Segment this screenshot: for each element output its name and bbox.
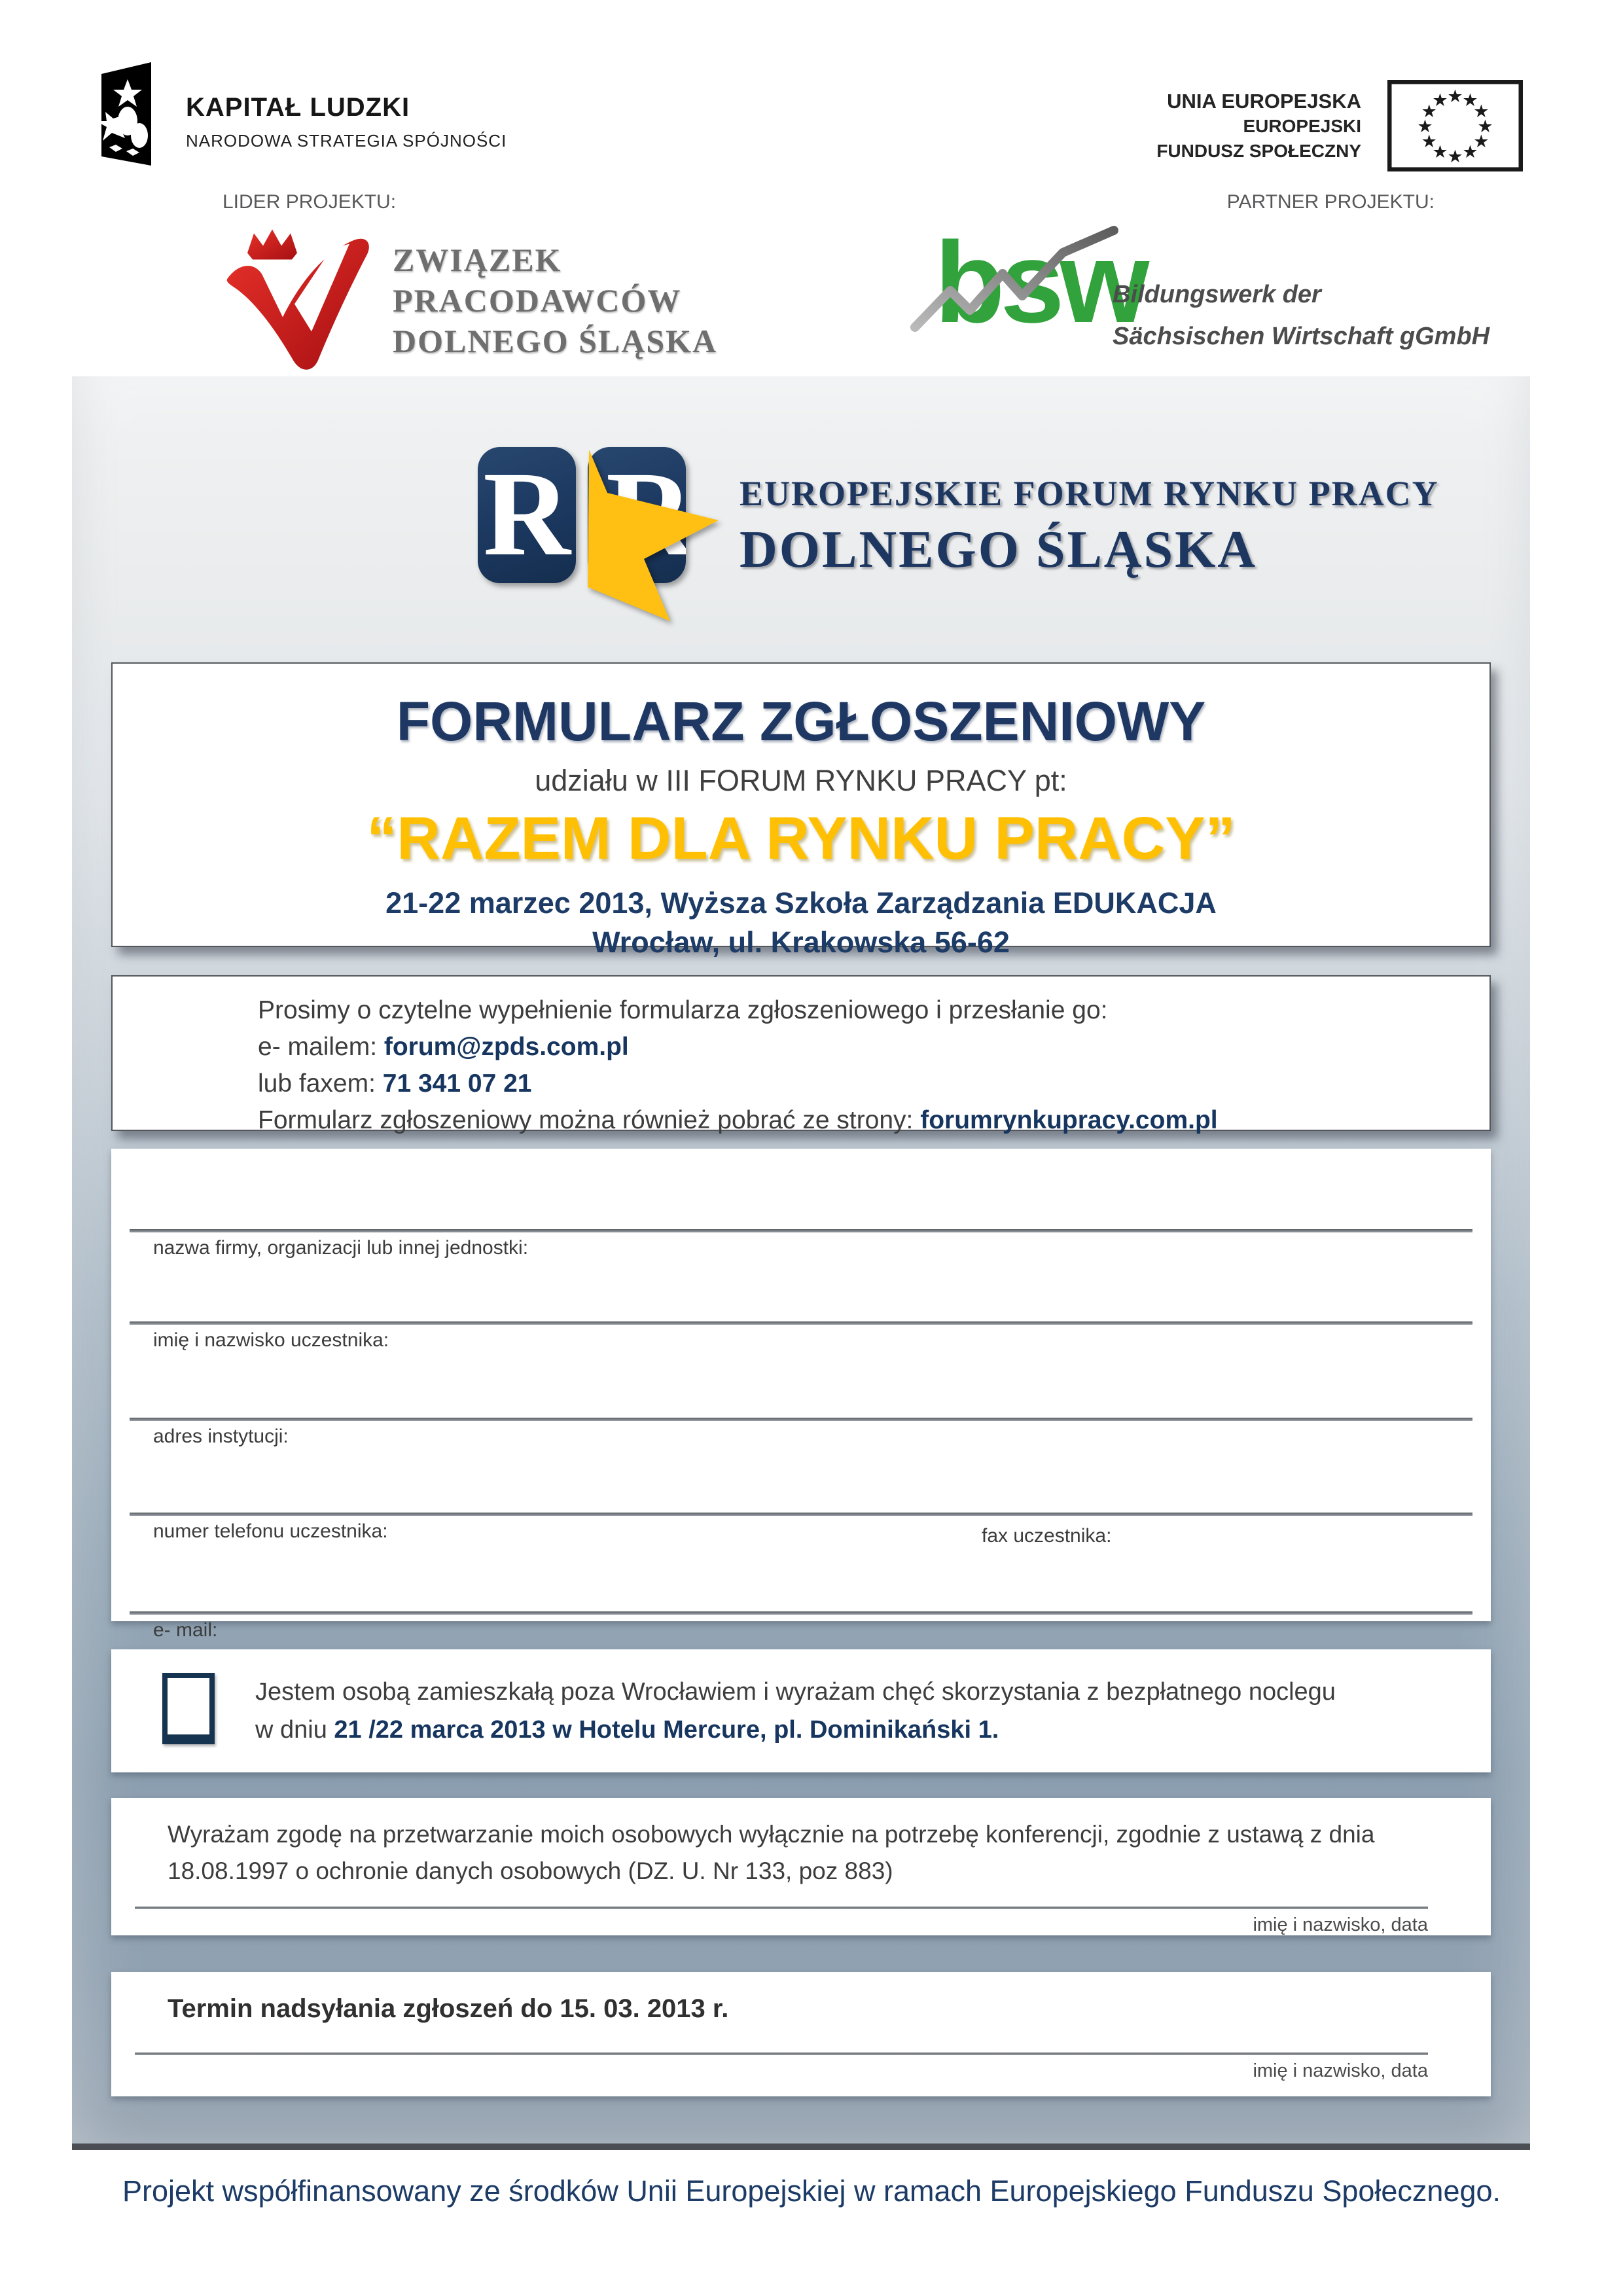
crown-icon [247, 230, 297, 260]
svg-text:★: ★ [1417, 117, 1433, 137]
event-date-line: 21-22 marzec 2013, Wyższa Szkoła Zarządzania EDUKACJA [385, 886, 1217, 920]
institution-address-label: adres instytucji: [153, 1426, 289, 1447]
accommodation-details: 21 /22 marca 2013 w Hotelu Mercure, pl. Dominikański 1. [334, 1716, 999, 1744]
participant-name-label: imię i nazwisko uczestnika: [153, 1329, 389, 1351]
email-field[interactable] [111, 1549, 1491, 1611]
instruction-email-line [258, 1029, 1489, 1066]
partner-projektu-label: PARTNER PROJEKTU: [1226, 191, 1435, 213]
email-label: e- mailem: [258, 1033, 384, 1061]
write-line [130, 1611, 1472, 1615]
zpds-line2: PRACODAWCÓW [393, 282, 682, 319]
form-fields-box [111, 1149, 1491, 1641]
company-name-field[interactable] [111, 1149, 1491, 1229]
bsw-caption [1113, 274, 1489, 357]
instructions-box [111, 975, 1491, 1134]
deadline-signature-label: imię i nazwisko, data [1253, 2060, 1428, 2081]
accommodation-prefix: w dniu [255, 1716, 334, 1744]
consent-signature-line[interactable] [135, 1907, 1428, 1909]
participant-name-field[interactable] [111, 1259, 1491, 1321]
zpds-line3: DOLNEGO ŚLĄSKA [393, 323, 718, 359]
bsw-caption-line2: Sächsischen Wirtschaft gGmbH [1113, 323, 1490, 350]
eu-label [1156, 89, 1361, 164]
write-line [130, 1418, 1472, 1421]
accommodation-line1: Jestem osobą zamieszkałą poza Wrocławiem i wyrażam chęć skorzystania z bezpłatnego noclegu [255, 1678, 1336, 1706]
rp-star-icon [586, 446, 722, 624]
kapital-ludzki-subtitle: NARODOWA STRATEGIA SPÓJNOŚCI [186, 131, 507, 151]
form-title: FORMULARZ ZGŁOSZENIOWY [396, 691, 1206, 752]
write-line [130, 1513, 1472, 1516]
eu-line3: FUNDUSZ SPOŁECZNY [1156, 141, 1361, 161]
eu-flag-icon [1387, 80, 1523, 171]
accommodation-checkbox[interactable] [162, 1673, 215, 1744]
svg-text:★: ★ [1447, 147, 1463, 167]
svg-text:★: ★ [1473, 101, 1489, 122]
email-field-label: e- mail: [153, 1619, 218, 1641]
svg-text:★: ★ [1473, 132, 1489, 152]
svg-text:★: ★ [1477, 117, 1493, 137]
fax-field-label: fax uczestnika: [982, 1525, 1112, 1547]
svg-text:★: ★ [1462, 90, 1478, 111]
lider-projektu-label: LIDER PROJEKTU: [223, 191, 397, 213]
deadline-box [111, 1972, 1491, 2096]
write-line [130, 1229, 1472, 1232]
fax-label: lub faxem: [258, 1069, 383, 1098]
forum-slogan: “RAZEM DLA RYNKU PRACY” [366, 805, 1236, 872]
forum-line2: DOLNEGO ŚLĄSKA [740, 521, 1258, 579]
website-link[interactable]: forumrynkupracy.com.pl [920, 1106, 1218, 1134]
rp-letter: R [483, 447, 571, 581]
bsw-wordmark: bsw [935, 219, 1145, 347]
svg-text:★: ★ [1462, 142, 1478, 162]
write-line [130, 1321, 1472, 1325]
svg-text:★: ★ [1421, 132, 1437, 152]
kapital-ludzki-flag-icon [96, 61, 156, 179]
rp-logo-tile-1 [478, 447, 576, 583]
svg-text:★: ★ [1432, 90, 1448, 111]
eu-line1: UNIA EUROPEJSKA [1167, 90, 1361, 113]
deadline-signature-line[interactable] [135, 2053, 1428, 2055]
svg-text:★: ★ [1432, 142, 1448, 162]
form-subtitle: udziału w III FORUM RYNKU PRACY pt: [535, 764, 1067, 797]
fax-number: 71 341 07 21 [382, 1069, 532, 1098]
download-label: Formularz zgłoszeniowy można również pobrać ze strony: [258, 1106, 921, 1134]
consent-signature-label: imię i nazwisko, data [1253, 1914, 1428, 1935]
bsw-caption-line1: Bildungswerk der [1113, 281, 1321, 308]
kapital-ludzki-title: KAPITAŁ LUDZKI [186, 93, 410, 122]
email-address[interactable]: forum@zpds.com.pl [383, 1033, 629, 1061]
consent-box [111, 1798, 1491, 1935]
bsw-scribble-icon [910, 224, 1126, 338]
zpds-eagle-check-icon [220, 224, 377, 378]
accommodation-box [111, 1649, 1491, 1772]
zpds-line1: ZWIĄZEK [393, 242, 562, 278]
company-name-label: nazwa firmy, organizacji lub innej jednostki: [153, 1237, 529, 1259]
institution-address-field[interactable] [111, 1352, 1491, 1418]
forum-line1: EUROPEJSKIE FORUM RYNKU PRACY [740, 474, 1439, 513]
phone-label: numer telefonu uczestnika: [153, 1520, 388, 1542]
instruction-download-line [258, 1102, 1489, 1139]
zpds-wordmark [393, 240, 717, 361]
deadline-text: Termin nadsyłania zgłoszeń do 15. 03. 2013 r. [168, 1994, 729, 2023]
instruction-line1: Prosimy o czytelne wypełnienie formularza zgłoszeniowego i przesłanie go: [258, 996, 1108, 1024]
title-box [111, 662, 1491, 959]
consent-text: Wyrażam zgodę na przetwarzanie moich osobowych wyłącznie na potrzebę konferencji, zgodnie z ustawą z dnia 18.08.1997 o ochronie danych osobowych (DZ. U. Nr 133, poz 883) [168, 1821, 1375, 1884]
form-background-panel [72, 376, 1530, 2150]
accommodation-line2 [255, 1711, 1336, 1749]
phone-fax-field[interactable] [111, 1448, 1491, 1513]
eu-line2: EUROPEJSKI [1243, 116, 1361, 136]
svg-text:★: ★ [1447, 86, 1463, 107]
cofinancing-footer: Projekt współfinansowany ze środków Unii Europejskiej w ramach Europejskiego Funduszu Społecznego. [122, 2174, 1501, 2208]
instruction-fax-line [258, 1066, 1489, 1102]
svg-text:★: ★ [1421, 101, 1437, 122]
event-address-line: Wrocław, ul. Krakowska 56-62 [592, 925, 1010, 959]
forum-logo-text [740, 473, 1439, 580]
